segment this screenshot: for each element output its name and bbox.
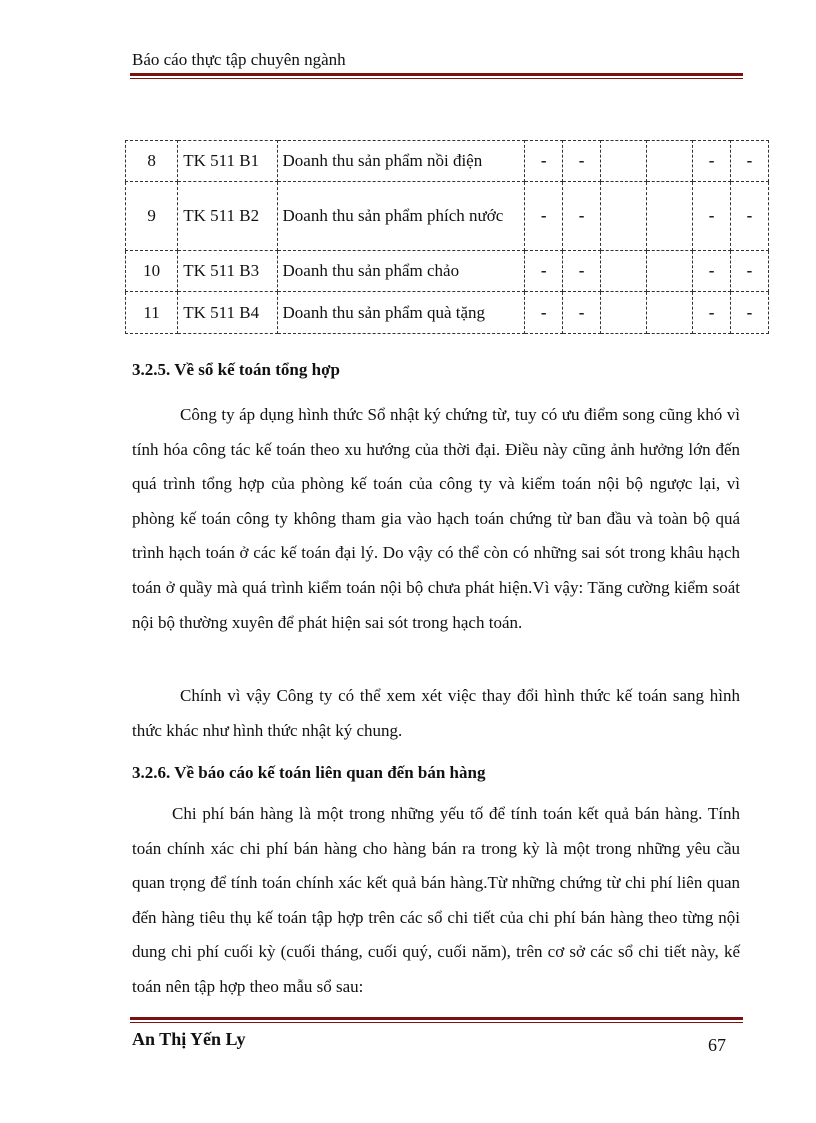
value-cell: - xyxy=(731,251,769,292)
account-code: TK 511 B2 xyxy=(178,182,277,251)
value-cell xyxy=(601,251,647,292)
value-cell: - xyxy=(693,251,731,292)
account-description: Doanh thu sản phẩm quà tặng xyxy=(277,292,525,334)
account-description: Doanh thu sản phẩm phích nước xyxy=(277,182,525,251)
table-row xyxy=(126,292,769,334)
value-cell: - xyxy=(563,251,601,292)
value-cell: - xyxy=(525,292,563,334)
section-heading-3-2-5: 3.2.5. Về sổ kế toán tổng hợp xyxy=(132,360,340,379)
account-code: TK 511 B1 xyxy=(178,141,277,182)
table-row xyxy=(126,141,769,182)
value-cell xyxy=(601,292,647,334)
value-cell: - xyxy=(563,141,601,182)
value-cell: - xyxy=(731,292,769,334)
section-heading-3-2-6: 3.2.6. Về báo cáo kế toán liên quan đến bán hàng xyxy=(132,763,486,782)
value-cell xyxy=(601,141,647,182)
value-cell: - xyxy=(693,182,731,251)
row-number: 9 xyxy=(126,182,178,251)
paragraph: Chi phí bán hàng là một trong những yếu tố để tính toán kết quả bán hàng. Tính toán chính xác chi phí bán hàng cho hàng bán ra trong kỳ là một trong những yêu cầu quan trọng để tính toán chính xác kết quả bán hàng.Từ những chứng từ chi phí liên quan đến hàng tiêu thụ kế toán tập hợp trên các sổ chi tiết của chi phí bán hàng theo từng nội dung chi phí cuối kỳ (cuối tháng, cuối quý, cuối năm), trên cơ sở các sổ chi tiết này, kế toán nên tập hợp theo mẫu sổ sau: xyxy=(132,804,740,996)
value-cell xyxy=(647,182,693,251)
value-cell xyxy=(647,251,693,292)
accounts-table xyxy=(125,140,769,334)
account-description: Doanh thu sản phẩm nồi điện xyxy=(277,141,525,182)
value-cell xyxy=(601,182,647,251)
account-code: TK 511 B3 xyxy=(178,251,277,292)
footer-rule xyxy=(130,1017,743,1023)
value-cell: - xyxy=(525,251,563,292)
paragraph: Công ty áp dụng hình thức Sổ nhật ký chứng từ, tuy có ưu điểm song cũng khó vì tính hóa công tác kế toán theo xu hướng của thời đại. Điều này cũng ảnh hưởng lớn đến quá trình tổng hợp của phòng kế toán của công ty và kiểm toán nội bộ ngược lại, vì phòng kế toán công ty không tham gia vào hạch toán chứng từ ban đầu và toàn bộ quá trình hạch toán ở các kế toán đại lý. Do vậy có thể còn có những sai sót trong khâu hạch toán ở quầy mà quá trình kiểm toán nội bộ chưa phát hiện.Vì vậy: Tăng cường kiểm soát nội bộ thường xuyên để phát hiện sai sót trong hạch toán. xyxy=(132,405,740,632)
page-header-title: Báo cáo thực tập chuyên ngành xyxy=(132,50,346,69)
value-cell: - xyxy=(525,182,563,251)
value-cell: - xyxy=(563,292,601,334)
table-row xyxy=(126,182,769,251)
row-number: 8 xyxy=(126,141,178,182)
account-code: TK 511 B4 xyxy=(178,292,277,334)
value-cell: - xyxy=(693,292,731,334)
value-cell: - xyxy=(731,182,769,251)
value-cell xyxy=(647,141,693,182)
row-number: 10 xyxy=(126,251,178,292)
header-rule xyxy=(130,73,743,79)
row-number: 11 xyxy=(126,292,178,334)
table-row xyxy=(126,251,769,292)
value-cell: - xyxy=(693,141,731,182)
value-cell: - xyxy=(563,182,601,251)
value-cell xyxy=(647,292,693,334)
value-cell: - xyxy=(731,141,769,182)
page-number: 67 xyxy=(708,1035,726,1055)
paragraph: Chính vì vậy Công ty có thể xem xét việc thay đổi hình thức kế toán sang hình thức khác như hình thức nhật ký chung. xyxy=(132,686,740,740)
account-description: Doanh thu sản phẩm chảo xyxy=(277,251,525,292)
value-cell: - xyxy=(525,141,563,182)
footer-author: An Thị Yến Ly xyxy=(132,1029,246,1049)
